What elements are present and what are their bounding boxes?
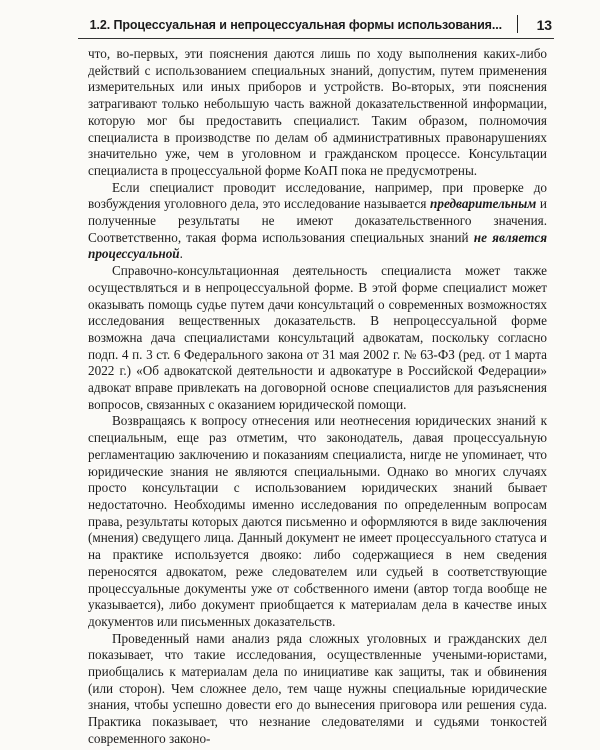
emphasis-term: не является процессуальной [88,229,547,262]
paragraph-text: Справочно-консультационная деятельность специалиста может также осуществляться и в непроцессуальной форме. В этой форме специалист может оказывать помощь судье путем дачи консультаций о современных возможностях исследования вещественных доказательств. В непроцессуальной форме возможна дача специалистами консультаций адвокатам, поскольку согласно подп. 4 п. 3 ст. 6 Федерального закона от 31 мая 2002 г. № 63-ФЗ (ред. от 1 марта 2022 г.) «Об адвокатской деятельности и адвокатуре в Российской Федерации» адвокат вправе привлекать на договорной основе специалистов для разъяснения вопросов, связанных с оказанием юридической помощи. [88,263,547,412]
running-header [78,12,554,39]
paragraph-text: Если специалист проводит исследование, например, при проверке до возбуждения уголовного дела, это исследование называется [88,179,547,212]
paragraph-2 [88,180,547,264]
paragraph-text: Проведенный нами анализ ряда сложных уголовных и гражданских дел показывает, что такие исследования, осуществленные учеными-юристами, приобщались к материалам дела по инициативе как защиты, так и обвинения (или сторон). Чем сложнее дело, тем чаще нужны специальные юридические знания, чтобы успешно довести его до вынесения приговора или решения суда. Практика показывает, что незнание следователями и судьями тонкостей современного законо- [88,630,547,746]
header-separator [517,15,518,33]
paragraph-3 [88,263,547,413]
paragraph-text: и полученные результаты не имеют доказательственного значения. Соответственно, такая форма использования специальных знаний [88,196,547,245]
paragraph-text: Возвращаясь к вопросу отнесения или неотнесения юридических знаний к специальным, еще раз отметим, что законодатель, давая процессуальную регламентацию заключению и показаниям специалиста, нигде не упоминает, что юридические знания не являются специальными. Однако во многих случаях просто консультации с использованием юридических знаний бывает недостаточно. Необходимы именно исследования по определенным вопросам права, результаты которых даются письменно и оформляются в виде заключения (мнения) сведущего лица. Данный документ не имеет процессуального статуса и на практике используется двояко: либо содержащиеся в нем сведения переносятся адвокатом, реже следователем или судьей в соответствующие процессуальные документы уже от собственного имени (автор тогда вообще не указывается), либо документ приобщается к материалам дела в качестве иных документов или письменных доказательств. [88,413,547,629]
header-title: 1.2. Процессуальная и непроцессуальная формы использования... [89,18,502,32]
paragraph-4 [88,413,547,630]
emphasis-term: предварительным [430,196,537,212]
paragraph-1 [88,46,547,180]
paragraph-text: . [179,246,183,262]
page-number: 13 [536,17,552,33]
body-text [88,46,547,748]
paragraph-5 [88,631,547,748]
paragraph-text: что, во-первых, эти пояснения даются лишь по ходу выполнения каких-либо действий с использованием специальных знаний, допустим, путем применения измерительных или иных приборов и устройств. Во-вторых, эти пояснения затрагивают только небольшую часть важной доказательственной информации, которую мог бы предоставить специалист. Таким образом, полномочия специалиста в производстве по делам об административных правонарушениях значительно уже, чем в уголовном и гражданском процессе. Консультации специалиста в процессуальной форме КоАП пока не предусмотрены. [88,46,547,178]
